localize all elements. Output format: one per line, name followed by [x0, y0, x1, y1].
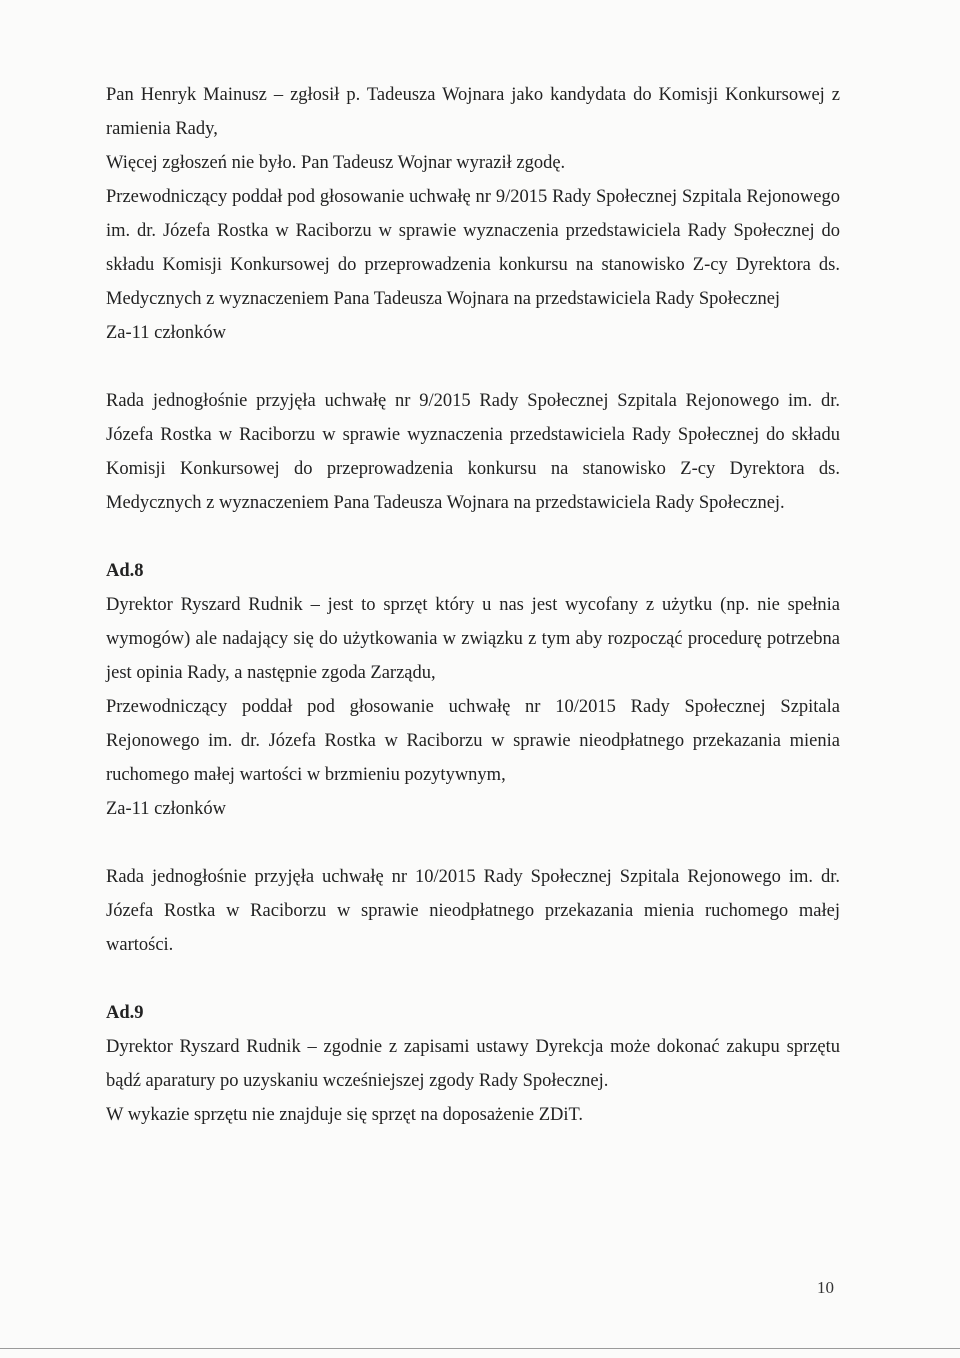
paragraph-resolution-9-adopted: Rada jednogłośnie przyjęła uchwałę nr 9/2015 Rady Społecznej Szpitala Rejonowego im. dr. Józefa Rostka w Raciborzu w sprawie wyznaczenia przedstawiciela Rady Społecznej do składu Komisji Konkursowej do przeprowadzenia konkursu na stanowisko Z-cy Dyrektora ds. Medycznych z wyznaczeniem Pana Tadeusza Wojnara na przedstawiciela Rady Społecznej. — [106, 391, 840, 513]
document-body — [106, 78, 840, 1132]
section-heading-ad8: Ad.8 — [106, 561, 144, 581]
spacer — [106, 962, 840, 996]
paragraph-vote-count-2: Za-11 członków — [106, 799, 227, 819]
paragraph-director-equipment: Dyrektor Ryszard Rudnik – jest to sprzęt który u nas jest wycofany z użytku (np. nie spełnia wymogów) ale nadający się do użytkowania w związku z tym aby rozpocząć procedurę potrzebna jest opinia Rady, a następnie zgoda Zarządu, — [106, 595, 840, 683]
page-number: 10 — [817, 1278, 834, 1297]
paragraph-vote-count-1: Za-11 członków — [106, 323, 227, 343]
paragraph-vote-resolution-9: Przewodniczący poddał pod głosowanie uchwałę nr 9/2015 Rady Społecznej Szpitala Rejonowego im. dr. Józefa Rostka w Raciborzu w sprawie wyznaczenia przedstawiciela Rady Społecznej do składu Komisji Konkursowej do przeprowadzenia konkursu na stanowisko Z-cy Dyrektora ds. Medycznych z wyznaczeniem Pana Tadeusza Wojnara na przedstawiciela Rady Społecznej — [106, 187, 840, 309]
spacer — [106, 350, 840, 384]
paragraph-vote-resolution-10: Przewodniczący poddał pod głosowanie uchwałę nr 10/2015 Rady Społecznej Szpitala Rejonowego im. dr. Józefa Rostka w Raciborzu w sprawie nieodpłatnego przekazania mienia ruchomego małej wartości w brzmieniu pozytywnym, — [106, 697, 840, 785]
section-heading-ad9: Ad.9 — [106, 1003, 144, 1023]
paragraph-director-purchase: Dyrektor Ryszard Rudnik – zgodnie z zapisami ustawy Dyrekcja może dokonać zakupu sprzętu bądź aparatury po uzyskaniu wcześniejszej zgody Rady Społecznej. — [106, 1037, 840, 1091]
bottom-edge-line — [0, 1348, 960, 1349]
paragraph-nomination: Pan Henryk Mainusz – zgłosił p. Tadeusza Wojnara jako kandydata do Komisji Konkursowej z ramienia Rady, — [106, 85, 840, 139]
spacer — [106, 520, 840, 554]
spacer — [106, 826, 840, 860]
paragraph-equipment-list: W wykazie sprzętu nie znajduje się sprzęt na doposażenie ZDiT. — [106, 1105, 584, 1125]
paragraph-resolution-10-adopted: Rada jednogłośnie przyjęła uchwałę nr 10/2015 Rady Społecznej Szpitala Rejonowego im. dr. Józefa Rostka w Raciborzu w sprawie nieodpłatnego przekazania mienia ruchomego małej wartości. — [106, 867, 840, 955]
paragraph-no-more-nominations: Więcej zgłoszeń nie było. Pan Tadeusz Wojnar wyraził zgodę. — [106, 153, 566, 173]
